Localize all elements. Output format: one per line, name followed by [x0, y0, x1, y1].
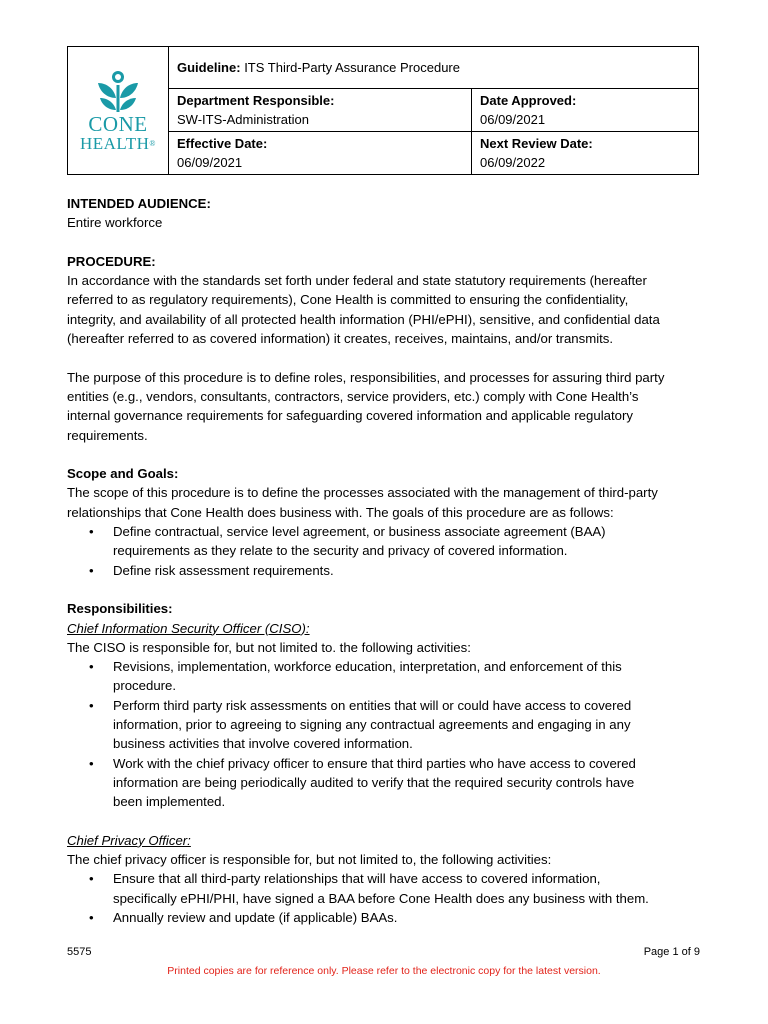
cpo-bullet-list — [67, 869, 707, 927]
next-review-value: 06/09/2022 — [480, 155, 546, 170]
logo-line1: CONE — [88, 111, 148, 136]
ciso-intro: The CISO is responsible for, but not limited to. the following activities: — [67, 639, 471, 655]
text-line: internal governance requirements for safeguarding covered information and applicable regulatory — [67, 408, 633, 424]
text-line: • Revisions, implementation, workforce education, interpretation, and enforcement of this — [113, 659, 622, 675]
text-line: • Annually review and update (if applicable) BAAs. — [113, 909, 398, 925]
list-item — [67, 696, 707, 754]
text-line: specifically ePHI/PHI, have signed a BAA before Cone Health does any business with them. — [113, 890, 649, 906]
text-line: procedure. — [113, 678, 177, 694]
procedure-paragraph-2 — [67, 368, 707, 445]
ciso-bullet-list — [67, 657, 707, 811]
text-line: requirements as they relate to the security and privacy of covered information. — [113, 543, 568, 559]
date-approved-cell — [472, 89, 699, 132]
cpo-intro: The chief privacy officer is responsible for, but not limited to, the following activities: — [67, 852, 552, 868]
page-number: Page 1 of 9 — [643, 946, 700, 958]
text-line: • Perform third party risk assessments on entities that will or could have access to covered — [113, 697, 632, 713]
guideline-label: Guideline: — [177, 60, 241, 75]
responsibilities-heading: Responsibilities: — [67, 601, 173, 617]
text-line: The purpose of this procedure is to define roles, responsibilities, and processes for assuring third party — [67, 369, 665, 385]
text-line: (hereafter referred to as covered information) it creates, receives, maintains, and/or transmits. — [67, 331, 614, 347]
list-item — [67, 561, 707, 580]
text-line: business activities that involve covered information. — [113, 736, 413, 752]
text-line: been implemented. — [113, 794, 226, 810]
text-line: integrity, and availability of all protected health information (PHI/ePHI), sensitive, and confidential data — [67, 311, 660, 327]
list-item — [67, 869, 707, 908]
next-review-label: Next Review Date: — [480, 136, 593, 151]
leaf-person-icon — [95, 68, 141, 114]
text-line: referred to as regulatory requirements), Cone Health is committed to ensuring the confidentiality, — [67, 292, 629, 308]
text-line: • Define contractual, service level agreement, or business associate agreement (BAA) — [113, 524, 606, 540]
list-item — [67, 657, 707, 696]
effective-date-cell — [169, 132, 472, 175]
date-approved-value: 06/09/2021 — [480, 112, 546, 127]
procedure-paragraph-1 — [67, 271, 707, 348]
document-number: 5575 — [67, 946, 92, 958]
date-approved-label: Date Approved: — [480, 93, 577, 108]
scope-bullet-list — [67, 522, 707, 580]
logo-line2: HEALTH® — [79, 133, 156, 153]
text-line: In accordance with the standards set forth under federal and state statutory requirements (hereafter — [67, 273, 647, 289]
text-line: • Define risk assessment requirements. — [113, 562, 334, 578]
guideline-cell — [169, 47, 699, 89]
ciso-title: Chief Information Security Officer (CISO): — [67, 620, 310, 636]
scope-heading: Scope and Goals: — [67, 466, 179, 482]
department-cell — [169, 89, 472, 132]
printed-copy-notice: Printed copies are for reference only. Please refer to the electronic copy for the latest version. — [167, 965, 601, 977]
audience-text: Entire workforce — [67, 215, 163, 231]
audience-heading: INTENDED AUDIENCE: — [67, 196, 211, 211]
document-body — [67, 194, 707, 927]
header-table — [67, 46, 699, 175]
text-line: relationships that Cone Health does business with. The goals of this procedure are as follows: — [67, 504, 614, 520]
effective-date-value: 06/09/2021 — [177, 155, 243, 170]
text-line: entities (e.g., vendors, consultants, contractors, service providers, etc.) comply with Cone Health’s — [67, 388, 639, 404]
guideline-value: ITS Third-Party Assurance Procedure — [244, 60, 460, 75]
procedure-heading: PROCEDURE: — [67, 253, 156, 269]
text-line: • Work with the chief privacy officer to ensure that third parties who have access to covered — [113, 755, 636, 771]
list-item — [67, 754, 707, 812]
department-value: SW-ITS-Administration — [177, 112, 309, 127]
next-review-cell — [472, 132, 699, 175]
cone-health-logo — [68, 68, 168, 154]
text-line: • Ensure that all third-party relationships that will have access to covered information, — [113, 871, 601, 887]
effective-date-label: Effective Date: — [177, 136, 268, 151]
text-line: The scope of this procedure is to define the processes associated with the management of third-party — [67, 485, 658, 501]
text-line: information are being periodically audited to verify that the required security controls have — [113, 774, 635, 790]
cpo-title: Chief Privacy Officer: — [67, 832, 191, 848]
department-label: Department Responsible: — [177, 93, 335, 108]
list-item — [67, 908, 707, 927]
text-line: requirements. — [67, 427, 148, 443]
logo-reg-mark: ® — [149, 138, 156, 148]
logo-cell — [68, 47, 169, 175]
list-item — [67, 522, 707, 561]
text-line: information, prior to agreeing to signing any contractual agreements and engaging in any — [113, 717, 631, 733]
